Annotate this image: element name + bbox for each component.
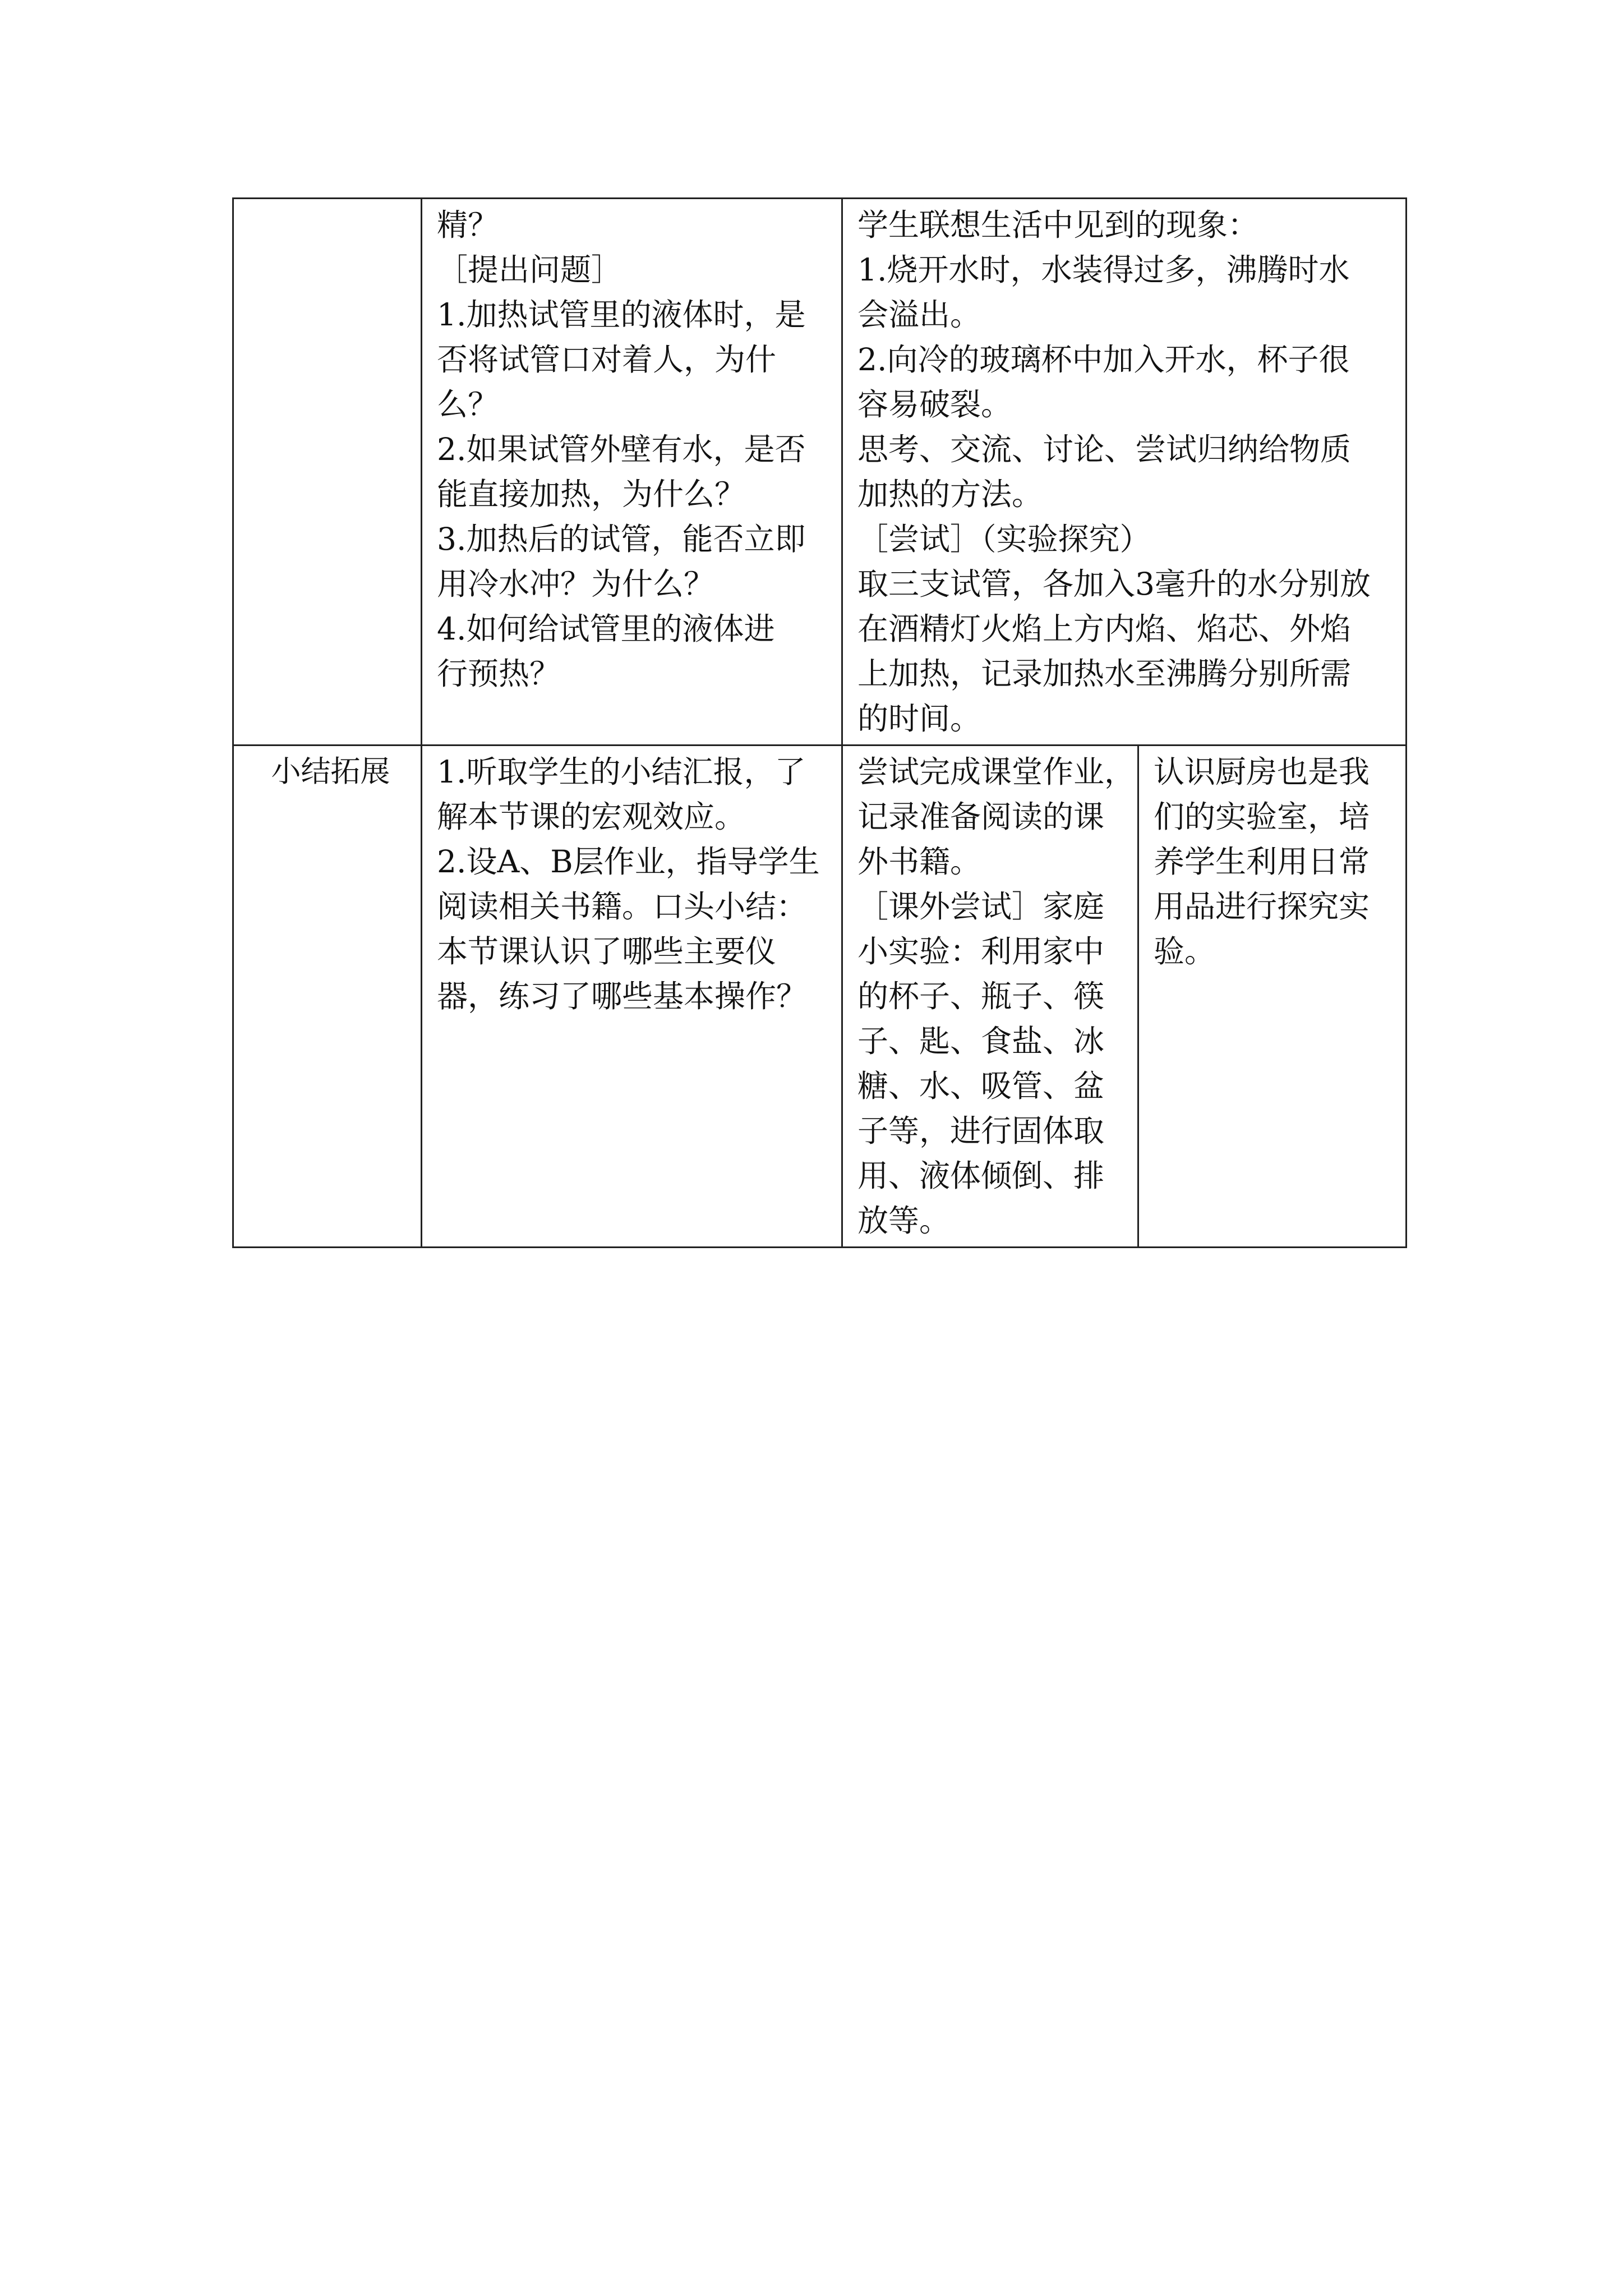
table-row [233,746,1407,1248]
text-line: 用品进行探究实 [1154,889,1370,924]
text-line: ［课外尝试］家庭 [857,889,1105,924]
text-line: 1.烧开水时，水装得过多，沸腾时水 [857,252,1350,288]
text-line: 认识厨房也是我 [1154,754,1370,790]
text-line: 用冷水冲？为什么？ [437,566,715,602]
text-line: 尝试完成课堂作业， [857,754,1136,790]
text-line: 糖、水、吸管、盆 [857,1068,1105,1104]
lesson-plan-table [232,197,1407,1248]
text-line: 们的实验室，培 [1154,799,1370,835]
text-line: 的时间。 [857,701,981,737]
text-line: 4.如何给试管里的液体进 [437,611,775,647]
text-line: 用、液体倾倒、排 [857,1158,1105,1194]
stage-cell [233,746,422,1248]
text-line: 外书籍。 [857,844,981,880]
text-line: 小实验：利用家中 [857,933,1105,969]
text-line: 上加热，记录加热水至沸腾分别所需 [857,656,1352,692]
text-line: 否将试管口对着人，为什 [437,342,777,378]
text-line: 放等。 [857,1203,951,1239]
text-line: 2.设A、B层作业，指导学生 [437,844,820,880]
text-line: 验。 [1154,933,1216,969]
student-activity-cell [842,199,1407,746]
text-line: 子、匙、食盐、冰 [857,1023,1105,1059]
student-activity-cell [842,746,1138,1248]
text-line: 容易破裂。 [857,386,1012,422]
text-line: 么？ [437,386,499,422]
text-line: 3.加热后的试管，能否立即 [437,521,806,557]
text-line: 会溢出。 [857,297,981,333]
teacher-activity-cell [422,746,842,1248]
text-line: 2.向冷的玻璃杯中加入开水，杯子很 [857,342,1350,378]
text-line: 本节课认识了哪些主要仪 [437,933,777,969]
text-line: ［尝试］（实验探究） [857,521,1151,557]
stage-label: 小结拓展 [271,754,390,789]
text-line: 2.如果试管外壁有水，是否 [437,431,806,467]
text-line: 思考、交流、讨论、尝试归纳给物质 [857,431,1352,467]
text-line: 能直接加热，为什么？ [437,476,746,512]
text-line: 解本节课的宏观效应。 [437,799,746,835]
text-line: 加热的方法。 [857,476,1043,512]
text-line: 在酒精灯火焰上方内焰、焰芯、外焰 [857,611,1352,647]
text-line: 器，练习了哪些基本操作？ [437,978,808,1014]
text-line: 阅读相关书籍。口头小结： [437,889,808,924]
text-line: 精？ [437,207,499,243]
table-row [233,199,1407,746]
text-line: 1.听取学生的小结汇报，了 [437,754,806,790]
design-intent-cell [1138,746,1407,1248]
text-line: 的杯子、瓶子、筷 [857,978,1105,1014]
text-line: 记录准备阅读的课 [857,799,1105,835]
text-line: 取三支试管，各加入3毫升的水分别放 [857,566,1371,602]
text-line: 养学生利用日常 [1154,844,1370,880]
text-line: 行预热？ [437,656,561,692]
text-line: ［提出问题］ [437,252,623,288]
text-line: 子等，进行固体取 [857,1113,1105,1149]
text-line: 学生联想生活中见到的现象： [857,207,1259,243]
stage-cell [233,199,422,746]
teacher-activity-cell [422,199,842,746]
text-line: 1.加热试管里的液体时，是 [437,297,806,333]
